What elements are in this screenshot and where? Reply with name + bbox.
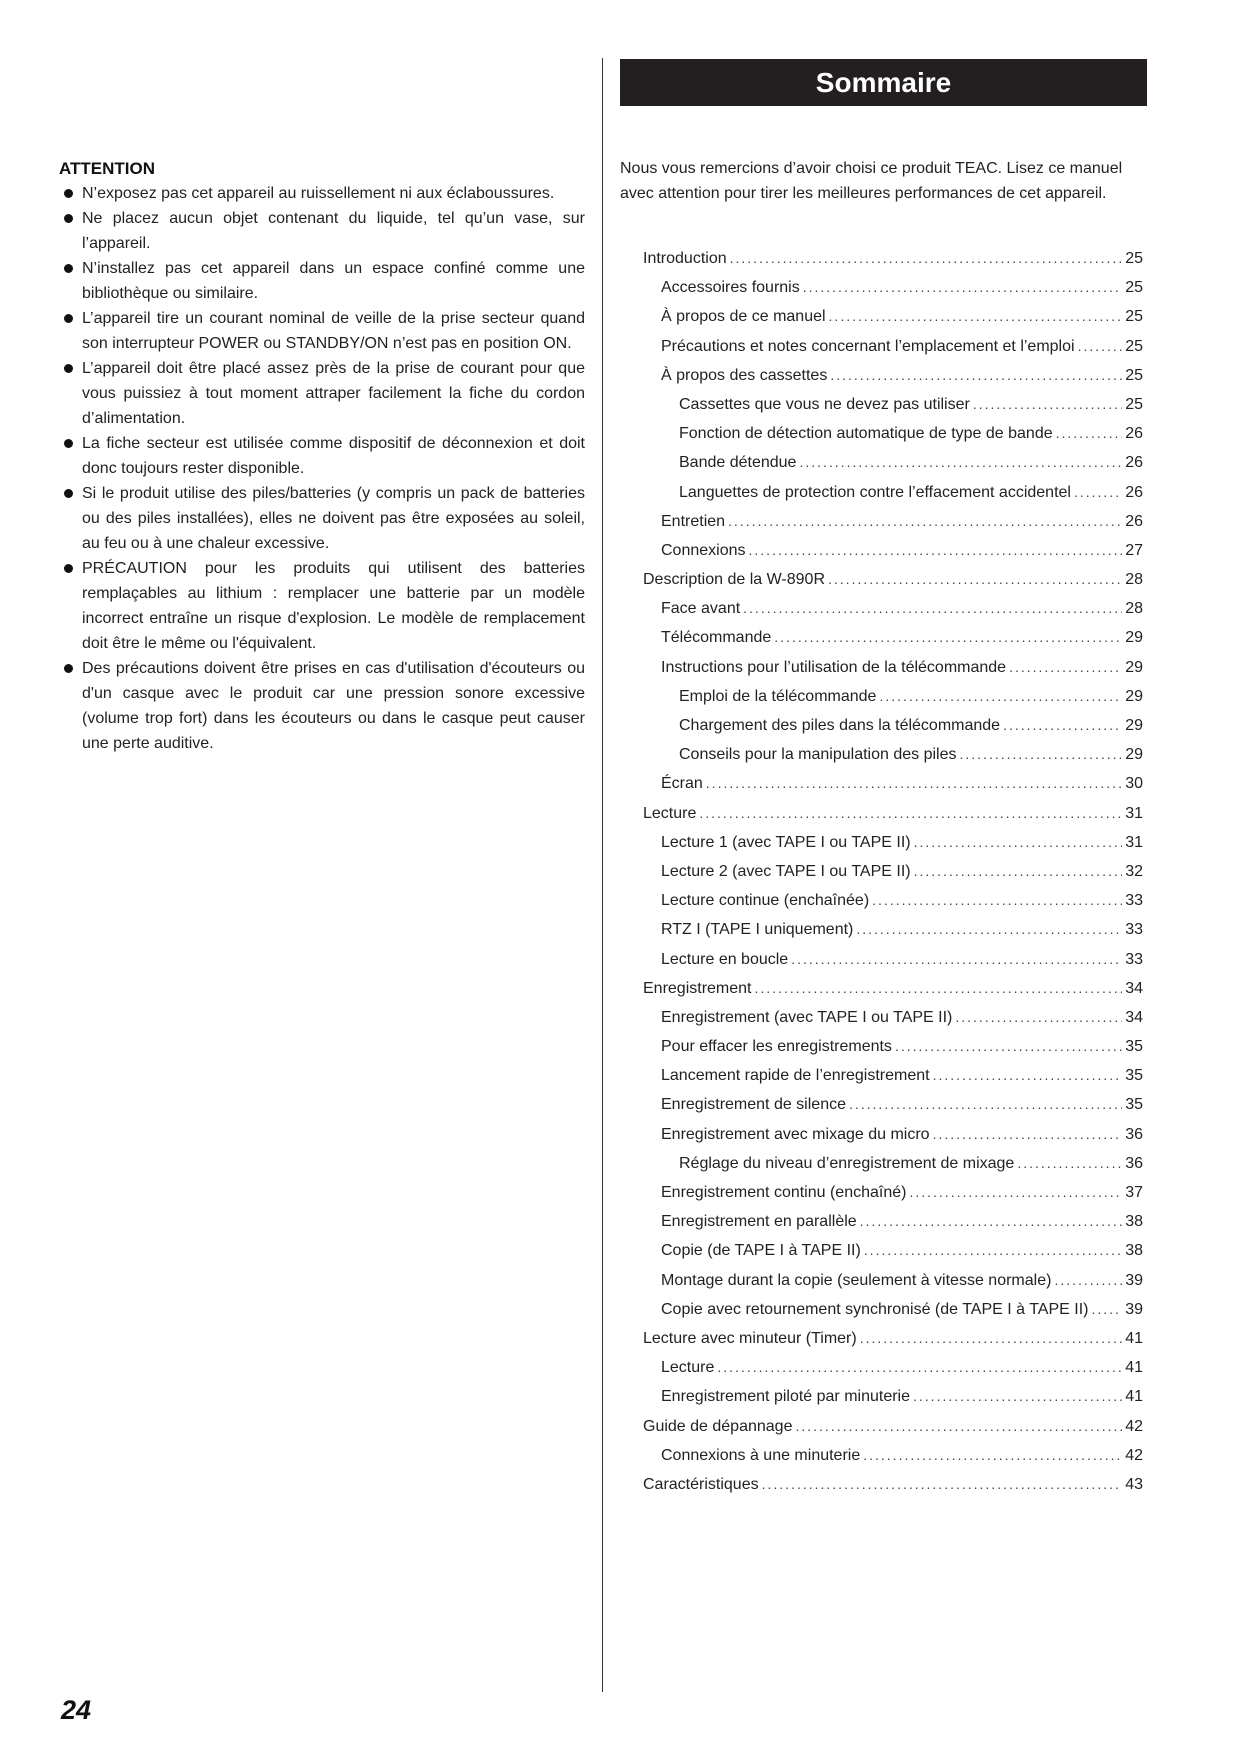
toc-entry-label: Copie avec retournement synchronisé (de TAPE I à TAPE II) [661, 1300, 1089, 1318]
toc-entry[interactable] [643, 273, 1143, 302]
toc-entry-page: 31 [1125, 833, 1143, 851]
toc-entry[interactable] [643, 565, 1143, 594]
toc-entry-page: 25 [1125, 308, 1143, 326]
toc-entry-page: 39 [1125, 1300, 1143, 1318]
toc-entry[interactable] [643, 1324, 1143, 1353]
toc-entry-page: 29 [1125, 746, 1143, 764]
toc-dot-leader [774, 623, 1122, 652]
toc-dot-leader [755, 974, 1123, 1003]
toc-entry-page: 29 [1125, 658, 1143, 676]
toc-dot-leader [1078, 332, 1123, 361]
toc-dot-leader [828, 565, 1122, 594]
toc-entry-page: 43 [1125, 1475, 1143, 1493]
toc-entry[interactable] [643, 857, 1143, 886]
toc-entry-label: Télécommande [661, 629, 772, 647]
toc-dot-leader [1009, 653, 1122, 682]
toc-entry-page: 39 [1125, 1271, 1143, 1289]
attention-item: L’appareil doit être placé assez près de la prise de courant pour que vous puissiez à tout moment attraper facilement la fiche du cordon d’alimentation. [59, 356, 585, 431]
toc-entry-label: Guide de dépannage [643, 1417, 793, 1435]
toc-entry-label: Écran [661, 775, 703, 793]
toc-entry-label: Enregistrement avec mixage du micro [661, 1125, 930, 1143]
toc-entry[interactable] [643, 302, 1143, 331]
toc-entry-label: Lecture [661, 1359, 715, 1377]
toc-entry[interactable] [643, 1090, 1143, 1119]
toc-dot-leader [933, 1061, 1123, 1090]
toc-entry-label: Enregistrement en parallèle [661, 1213, 857, 1231]
toc-entry-page: 29 [1125, 629, 1143, 647]
toc-dot-leader [762, 1470, 1123, 1499]
toc-entry-label: Caractéristiques [643, 1475, 759, 1493]
toc-entry-page: 33 [1125, 892, 1143, 910]
attention-section [59, 156, 585, 756]
toc-entry-page: 27 [1125, 541, 1143, 559]
toc-dot-leader [913, 1382, 1122, 1411]
toc-entry[interactable] [643, 1236, 1143, 1265]
toc-entry-label: RTZ I (TAPE I uniquement) [661, 921, 854, 939]
toc-entry[interactable] [643, 361, 1143, 390]
toc-entry-page: 35 [1125, 1038, 1143, 1056]
toc-entry-page: 36 [1125, 1154, 1143, 1172]
intro-paragraph: Nous vous remercions d’avoir choisi ce produit TEAC. Lisez ce manuel avec attention pour tirer les meilleures performances de cet appareil. [620, 160, 1123, 202]
toc-dot-leader [706, 769, 1122, 798]
toc-entry-label: Pour effacer les enregistrements [661, 1038, 892, 1056]
toc-entry[interactable] [643, 536, 1143, 565]
toc-entry-page: 25 [1125, 337, 1143, 355]
toc-dot-leader [829, 302, 1123, 331]
toc-entry-label: Connexions [661, 541, 746, 559]
toc-dot-leader [749, 536, 1123, 565]
toc-entry-page: 26 [1125, 483, 1143, 501]
toc-entry[interactable] [643, 799, 1143, 828]
toc-dot-leader [1091, 1295, 1122, 1324]
toc-dot-leader [743, 594, 1122, 623]
toc-entry-page: 33 [1125, 921, 1143, 939]
toc-entry-page: 33 [1125, 950, 1143, 968]
toc-entry[interactable] [643, 448, 1143, 477]
toc-dot-leader [1056, 419, 1123, 448]
toc-entry[interactable] [643, 1353, 1143, 1382]
toc-entry[interactable] [643, 974, 1143, 1003]
toc-entry-label: Lecture en boucle [661, 950, 789, 968]
attention-item: PRÉCAUTION pour les produits qui utilisent des batteries remplaçables au lithium : remplacer une batterie par un modèle incorrect entraîne un risque d'explosion. Le modèle de remplacement doit être le même ou l'équivalent. [59, 556, 585, 656]
toc-entry-page: 42 [1125, 1446, 1143, 1464]
toc-entry-page: 25 [1125, 250, 1143, 267]
toc-dot-leader [795, 1412, 1122, 1441]
attention-list [59, 181, 585, 756]
toc-entry-page: 29 [1125, 687, 1143, 705]
toc-entry-label: Lecture [643, 804, 697, 822]
toc-entry[interactable] [643, 478, 1143, 507]
toc-entry-label: Cassettes que vous ne devez pas utiliser [679, 395, 970, 413]
toc-entry[interactable] [643, 419, 1143, 448]
toc-entry-page: 26 [1125, 512, 1143, 530]
toc-entry-label: Emploi de la télécommande [679, 687, 877, 705]
toc-dot-leader [699, 799, 1122, 828]
toc-dot-leader [960, 740, 1123, 769]
toc-entry[interactable] [643, 828, 1143, 857]
toc-entry[interactable] [643, 1441, 1143, 1470]
toc-dot-leader [730, 244, 1123, 273]
toc-dot-leader [803, 273, 1122, 302]
toc-dot-leader [863, 1441, 1122, 1470]
toc-entry-label: Conseils pour la manipulation des piles [679, 746, 957, 764]
toc-entry-label: Entretien [661, 512, 726, 530]
toc-entry-label: Languettes de protection contre l’effacement accidentel [679, 483, 1071, 501]
toc-dot-leader [879, 682, 1122, 711]
toc-entry-page: 35 [1125, 1067, 1143, 1085]
attention-item: Si le produit utilise des piles/batteries (y compris un pack de batteries ou des piles installées), elles ne doivent pas être exposées au soleil, au feu ou à une chaleur excessive. [59, 481, 585, 556]
toc-entry-label: Lecture avec minuteur (Timer) [643, 1329, 857, 1347]
toc-entry-label: Enregistrement piloté par minuterie [661, 1388, 911, 1406]
attention-item: L’appareil tire un courant nominal de veille de la prise secteur quand son interrupteur POWER ou STANDBY/ON n’est pas en position ON. [59, 306, 585, 356]
toc-dot-leader [856, 915, 1122, 944]
toc-dot-leader [973, 390, 1122, 419]
attention-item: Ne placez aucun objet contenant du liquide, tel qu’un vase, sur l’appareil. [59, 206, 585, 256]
toc-entry-page: 42 [1125, 1417, 1143, 1435]
toc-entry-label: À propos de ce manuel [661, 308, 826, 326]
toc-entry-label: Lancement rapide de l’enregistrement [661, 1067, 930, 1085]
toc-entry-label: Enregistrement [643, 979, 752, 997]
toc-entry-label: À propos des cassettes [661, 366, 828, 384]
toc-entry-label: Enregistrement continu (enchaîné) [661, 1184, 907, 1201]
toc-entry[interactable] [643, 623, 1143, 652]
toc-dot-leader [1003, 711, 1122, 740]
toc-entry-label: Enregistrement (avec TAPE I ou TAPE II) [661, 1008, 953, 1026]
toc-entry-page: 26 [1125, 454, 1143, 472]
toc-dot-leader [830, 361, 1122, 390]
toc-entry-label: Précautions et notes concernant l’emplacement et l’emploi [661, 337, 1075, 355]
toc-dot-leader [860, 1324, 1123, 1353]
toc-entry-page: 31 [1125, 804, 1143, 822]
toc-entry-page: 36 [1125, 1125, 1143, 1143]
toc-entry[interactable] [643, 1412, 1143, 1441]
toc-dot-leader [791, 945, 1122, 974]
toc-dot-leader [1017, 1149, 1122, 1178]
toc-dot-leader [914, 828, 1123, 857]
toc-entry[interactable] [643, 915, 1143, 944]
toc-entry[interactable] [643, 1003, 1143, 1032]
toc-entry-page: 37 [1125, 1184, 1143, 1201]
toc-entry[interactable] [643, 1295, 1143, 1324]
column-divider [602, 58, 603, 1692]
toc-entry[interactable] [643, 507, 1143, 536]
toc-entry-page: 38 [1125, 1213, 1143, 1231]
toc-entry[interactable] [643, 244, 1143, 273]
toc-entry[interactable] [643, 945, 1143, 974]
toc-dot-leader [1074, 478, 1122, 507]
attention-item: La fiche secteur est utilisée comme dispositif de déconnexion et doit donc toujours rester disponible. [59, 431, 585, 481]
toc-entry-page: 25 [1125, 395, 1143, 413]
attention-item: N’installez pas cet appareil dans un espace confiné comme une bibliothèque ou similaire. [59, 256, 585, 306]
toc-dot-leader [717, 1353, 1122, 1382]
toc-entry[interactable] [643, 1032, 1143, 1061]
toc-entry-page: 34 [1125, 1008, 1143, 1026]
toc-entry-label: Connexions à une minuterie [661, 1446, 861, 1464]
toc-entry-label: Montage durant la copie (seulement à vitesse normale) [661, 1271, 1052, 1289]
toc-entry-label: Bande détendue [679, 454, 797, 472]
toc-entry-label: Introduction [643, 250, 727, 267]
toc-entry[interactable] [643, 682, 1143, 711]
toc-dot-leader [872, 886, 1122, 915]
toc-entry-page: 41 [1125, 1329, 1143, 1347]
toc-entry-label: Enregistrement de silence [661, 1096, 846, 1114]
toc-entry-page: 25 [1125, 279, 1143, 297]
table-of-contents [643, 244, 1143, 1499]
toc-entry[interactable] [643, 1382, 1143, 1411]
attention-item: N’exposez pas cet appareil au ruissellement ni aux éclaboussures. [59, 181, 585, 206]
toc-dot-leader [799, 448, 1122, 477]
toc-entry-page: 34 [1125, 979, 1143, 997]
toc-entry-page: 32 [1125, 862, 1143, 880]
toc-entry-page: 38 [1125, 1242, 1143, 1260]
toc-entry[interactable] [643, 1061, 1143, 1090]
toc-entry-label: Copie (de TAPE I à TAPE II) [661, 1242, 861, 1260]
toc-entry-page: 25 [1125, 366, 1143, 384]
toc-dot-leader [909, 1178, 1122, 1207]
toc-entry-page: 26 [1125, 425, 1143, 443]
toc-entry-label: Instructions pour l’utilisation de la télécommande [661, 658, 1007, 676]
toc-entry-label: Lecture 2 (avec TAPE I ou TAPE II) [661, 862, 911, 880]
toc-entry-label: Fonction de détection automatique de type de bande [679, 425, 1053, 443]
toc-entry[interactable] [643, 1178, 1143, 1207]
toc-entry-label: Description de la W-890R [643, 571, 826, 589]
toc-entry[interactable] [643, 1120, 1143, 1149]
toc-entry[interactable] [643, 1149, 1143, 1178]
toc-entry-page: 30 [1125, 775, 1143, 793]
toc-entry[interactable] [643, 332, 1143, 361]
toc-entry-page: 35 [1125, 1096, 1143, 1114]
toc-dot-leader [728, 507, 1122, 536]
toc-dot-leader [895, 1032, 1122, 1061]
attention-heading: ATTENTION [59, 159, 156, 178]
page-title: Sommaire [620, 59, 1147, 106]
toc-dot-leader [914, 857, 1123, 886]
toc-dot-leader [955, 1003, 1122, 1032]
toc-entry[interactable] [643, 769, 1143, 798]
toc-entry[interactable] [643, 886, 1143, 915]
toc-entry-page: 41 [1125, 1388, 1143, 1406]
toc-entry-label: Lecture 1 (avec TAPE I ou TAPE II) [661, 833, 911, 851]
toc-entry[interactable] [643, 1470, 1143, 1499]
toc-entry[interactable] [643, 390, 1143, 419]
toc-entry-page: 28 [1125, 600, 1143, 618]
toc-entry-page: 29 [1125, 717, 1143, 734]
toc-entry-label: Réglage du niveau d’enregistrement de mixage [679, 1154, 1015, 1172]
toc-dot-leader [1054, 1266, 1122, 1295]
toc-entry[interactable] [643, 740, 1143, 769]
toc-entry-label: Chargement des piles dans la télécommande [679, 717, 1001, 734]
toc-dot-leader [864, 1236, 1122, 1265]
attention-item: Des précautions doivent être prises en cas d'utilisation d'écouteurs ou d'un casque avec le produit car une pression sonore excessive (volume trop fort) dans les écouteurs ou dans le casque peut causer une perte auditive. [59, 656, 585, 756]
page-number: 24 [61, 1695, 92, 1725]
toc-entry-label: Face avant [661, 600, 741, 618]
toc-entry[interactable] [643, 1266, 1143, 1295]
toc-entry-label: Lecture continue (enchaînée) [661, 892, 870, 910]
toc-entry[interactable] [643, 653, 1143, 682]
toc-dot-leader [860, 1207, 1123, 1236]
toc-entry-page: 41 [1125, 1359, 1143, 1377]
toc-entry-label: Accessoires fournis [661, 279, 800, 297]
toc-entry[interactable] [643, 1207, 1143, 1236]
toc-dot-leader [849, 1090, 1122, 1119]
toc-entry[interactable] [643, 594, 1143, 623]
toc-entry[interactable] [643, 711, 1143, 740]
toc-dot-leader [933, 1120, 1123, 1149]
toc-entry-page: 28 [1125, 571, 1143, 589]
